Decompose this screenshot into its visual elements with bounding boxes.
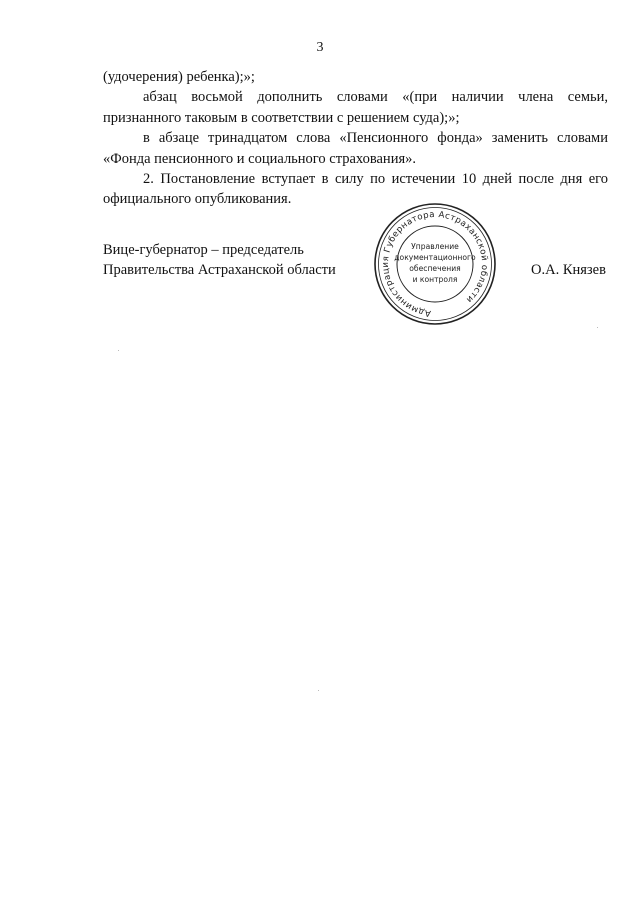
signatory-title-line-1: Вице-губернатор – председатель <box>103 242 304 258</box>
seal-center-line-1: Управление <box>411 242 459 251</box>
paragraph-amendment-13: в абзаце тринадцатом слова «Пенсионного фонда» заменить словами «Фонда пенсионного и социального страхования». <box>103 130 608 167</box>
signatory-title <box>103 240 336 280</box>
seal-center-line-4: и контроля <box>412 275 458 284</box>
signatory-title-line-2: Правительства Астраханской области <box>103 262 336 278</box>
official-seal <box>371 201 499 327</box>
paragraph-effective-date: 2. Постановление вступает в силу по истечении 10 дней после дня его официального опубликования. <box>103 171 608 208</box>
scan-speck <box>318 690 319 691</box>
scan-speck <box>118 350 119 351</box>
paragraph-continuation: (удочерения) ребенка);»; <box>103 69 255 85</box>
seal-center-line-2: документационного <box>394 253 476 262</box>
page-number: 3 <box>316 40 324 55</box>
seal-ring-text: Администрация Губернатора Астраханской области <box>380 209 490 318</box>
scan-speck <box>597 327 598 328</box>
paragraph-amendment-8: абзац восьмой дополнить словами «(при наличии члена семьи, признанного таковым в соответствии с решением суда);»; <box>103 89 608 126</box>
seal-center-line-3: обеспечения <box>409 264 461 273</box>
document-body <box>103 67 608 210</box>
signatory-name: О.А. Князев <box>531 262 606 278</box>
